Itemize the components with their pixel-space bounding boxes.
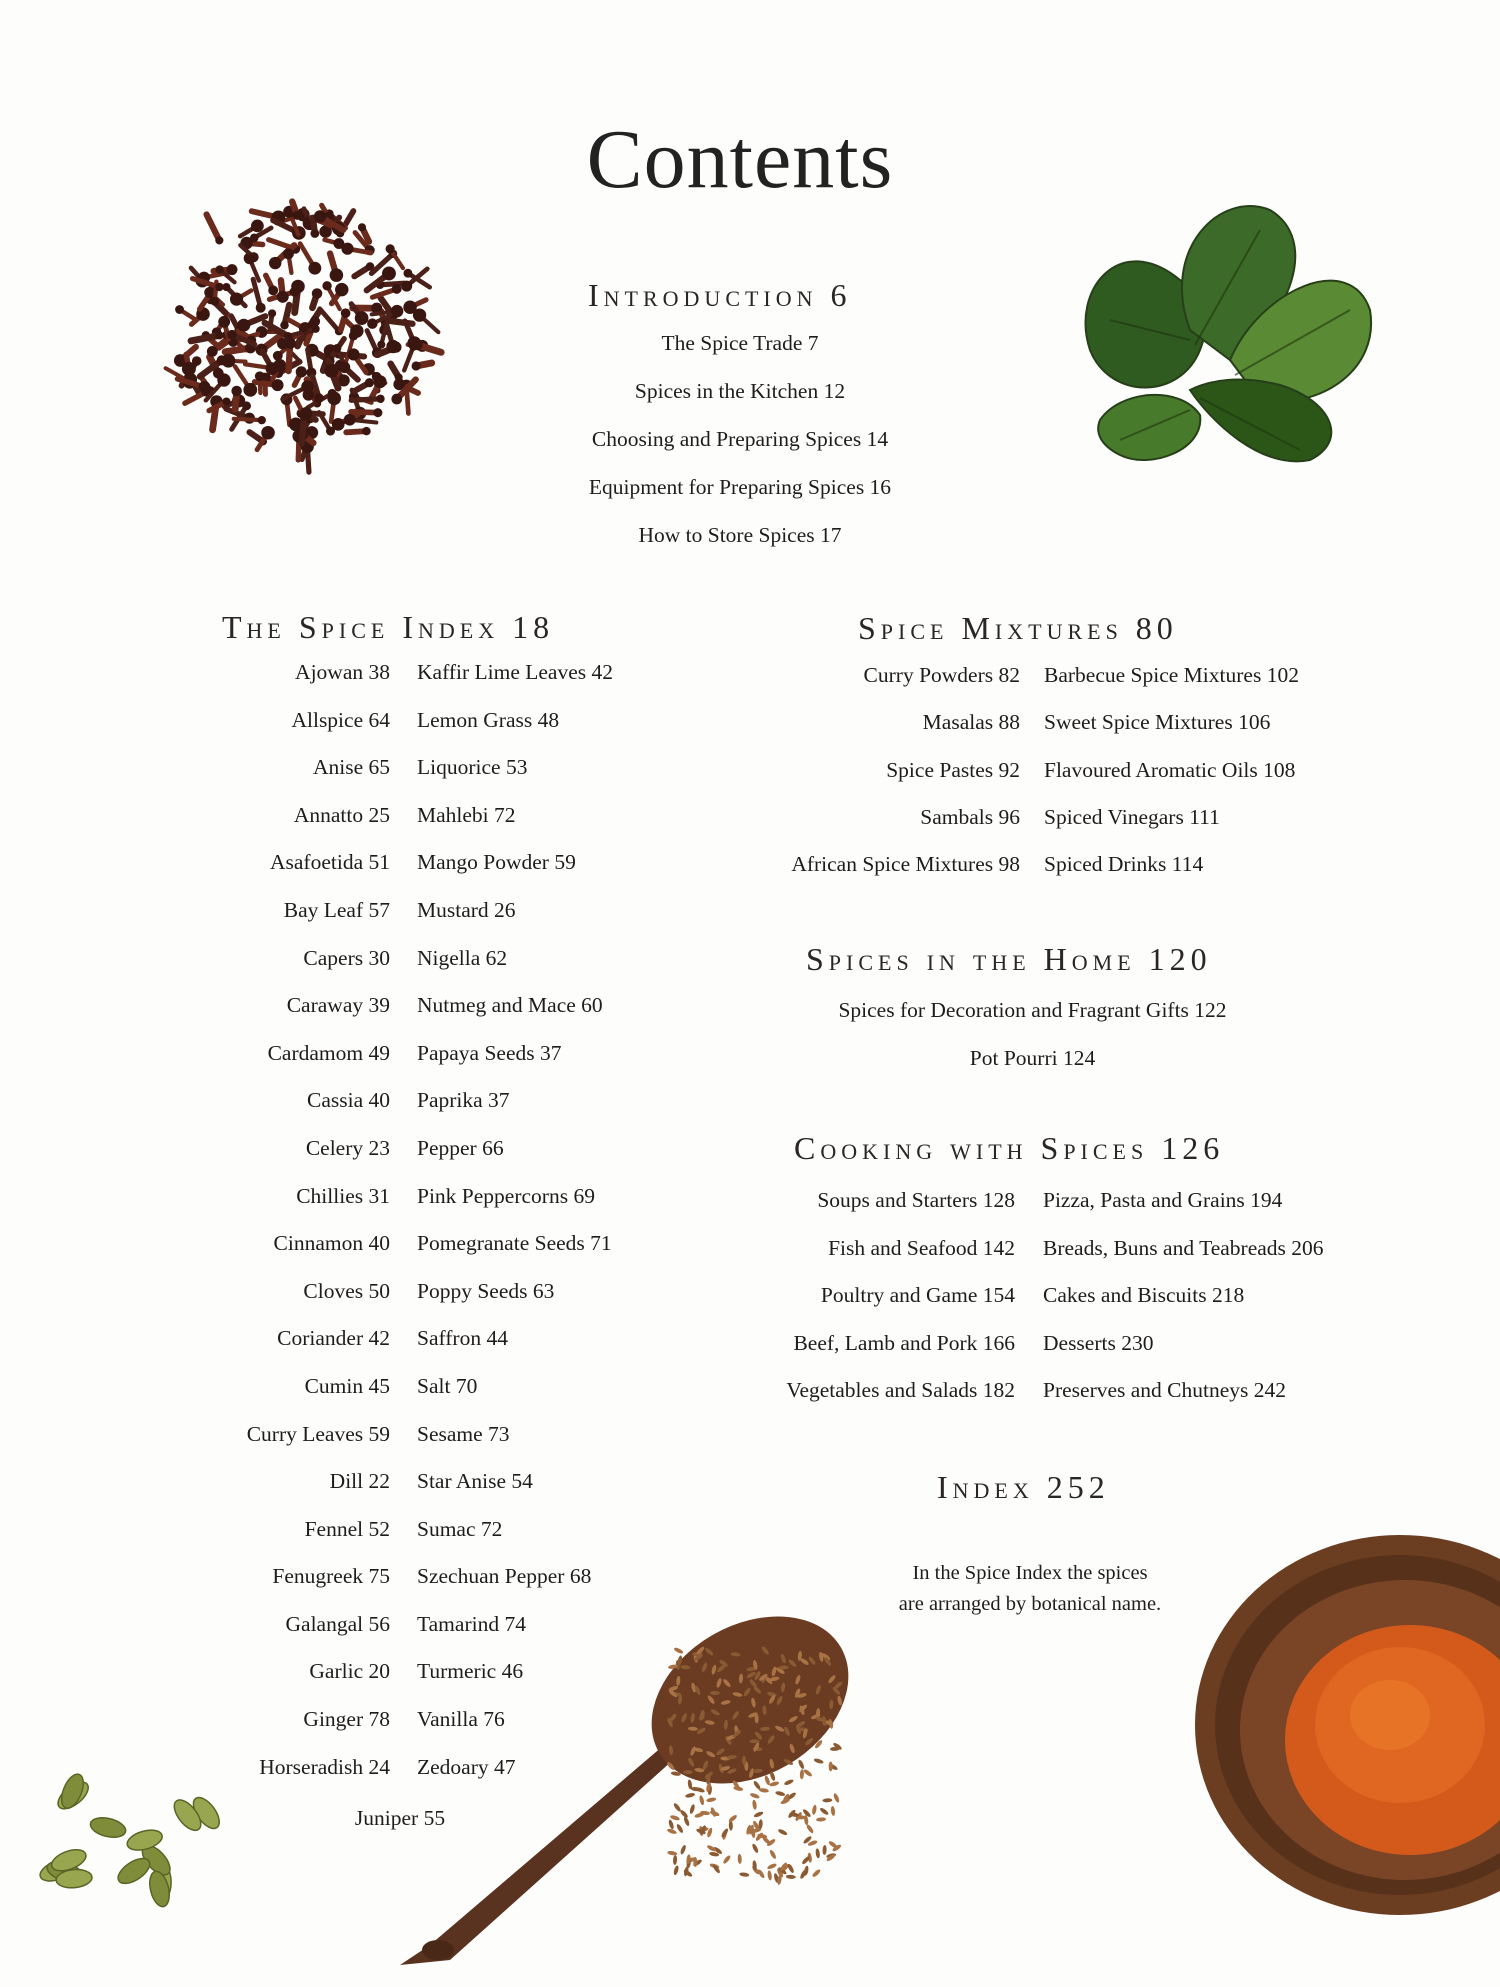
list-item: Poultry and Game 154 [820, 1283, 1015, 1307]
list-item: Spices in the Kitchen 12 [634, 379, 846, 403]
note-line: In the Spice Index the spices [912, 1562, 1148, 1584]
spice-index-last-item: Juniper 55 [354, 1806, 446, 1830]
list-item: The Spice Trade 7 [661, 331, 819, 355]
list-item: Szechuan Pepper 68 [417, 1564, 592, 1589]
list-item: Curry Powders 82 [863, 663, 1020, 687]
introduction-list [480, 326, 1000, 566]
index-heading: Index 252 [937, 1469, 1110, 1505]
list-item: Pizza, Pasta and Grains 194 [1043, 1188, 1283, 1212]
spice-mixtures-left-column [700, 655, 1020, 891]
list-item: Annatto 25 [293, 802, 390, 827]
spice-index-heading: The Spice Index 18 [222, 609, 555, 645]
kaffir-lime-leaves-illustration [1030, 170, 1390, 500]
spice-mixtures-heading: Spice Mixtures 80 [858, 610, 1178, 646]
list-item: Pomegranate Seeds 71 [417, 1231, 612, 1256]
list-item: Cakes and Biscuits 218 [1043, 1283, 1245, 1307]
list-item: Spice Pastes 92 [886, 757, 1020, 782]
list-item: Anise 65 [312, 755, 390, 780]
list-item: Liquorice 53 [417, 755, 528, 780]
list-item: Paprika 37 [417, 1088, 510, 1113]
list-item: Spices for Decoration and Fragrant Gifts 122 [838, 998, 1227, 1022]
list-item: Celery 23 [305, 1135, 390, 1160]
list-item: Zedoary 47 [417, 1754, 516, 1779]
list-item: Cardamom 49 [267, 1040, 390, 1065]
list-item: Galangal 56 [285, 1611, 390, 1636]
list-item: Beef, Lamb and Pork 166 [793, 1330, 1015, 1355]
list-item: Sambals 96 [920, 804, 1020, 829]
list-item: Vegetables and Salads 182 [786, 1378, 1015, 1402]
list-item: Vanilla 76 [417, 1707, 505, 1732]
list-item: Preserves and Chutneys 242 [1043, 1378, 1287, 1402]
list-item: Pink Peppercorns 69 [417, 1183, 595, 1208]
list-item: Capers 30 [303, 945, 390, 970]
list-item: Lemon Grass 48 [417, 707, 560, 732]
list-item: Choosing and Preparing Spices 14 [591, 427, 889, 451]
list-item: How to Store Spices 17 [638, 523, 842, 547]
list-item: Spiced Drinks 114 [1044, 852, 1204, 877]
cooking-right-column [1043, 1180, 1443, 1418]
list-item: Pot Pourri 124 [969, 1045, 1096, 1070]
list-item: Breads, Buns and Teabreads 206 [1043, 1235, 1324, 1260]
list-item: Pepper 66 [417, 1135, 504, 1160]
list-item: Garlic 20 [309, 1659, 390, 1684]
list-item: Curry Leaves 59 [246, 1421, 390, 1446]
cooking-heading: Cooking with Spices 126 [794, 1130, 1225, 1166]
list-item: Coriander 42 [277, 1326, 390, 1351]
list-item: Soups and Starters 128 [817, 1188, 1015, 1212]
list-item: Tamarind 74 [417, 1611, 526, 1636]
spices-home-list [720, 990, 1345, 1085]
list-item: Equipment for Preparing Spices 16 [588, 475, 892, 499]
list-item: Bay Leaf 57 [283, 897, 390, 922]
introduction-heading: Introduction 6 [588, 277, 852, 313]
list-item: Mango Powder 59 [417, 850, 576, 875]
cloves-illustration [160, 180, 450, 480]
list-item: Nutmeg and Mace 60 [417, 993, 603, 1018]
spices-home-heading: Spices in the Home 120 [806, 941, 1212, 977]
list-item: Papaya Seeds 37 [417, 1040, 562, 1065]
list-item: Sweet Spice Mixtures 106 [1044, 710, 1271, 735]
spice-index-left-column [180, 652, 390, 1794]
list-item: Ajowan 38 [295, 660, 390, 684]
list-item: Chillies 31 [296, 1183, 390, 1208]
list-item: Saffron 44 [417, 1326, 508, 1351]
list-item: Cloves 50 [303, 1278, 390, 1303]
list-item: Sumac 72 [417, 1516, 503, 1541]
list-item: Sesame 73 [417, 1421, 510, 1446]
list-item: Mahlebi 72 [417, 802, 516, 827]
list-item: Ginger 78 [303, 1707, 390, 1732]
list-item: African Spice Mixtures 98 [791, 852, 1020, 877]
list-item: Cumin 45 [304, 1373, 390, 1398]
list-item: Caraway 39 [286, 993, 390, 1018]
list-item: Fish and Seafood 142 [828, 1235, 1015, 1260]
list-item: Horseradish 24 [259, 1754, 390, 1779]
note-line: are arranged by botanical name. [898, 1593, 1162, 1615]
list-item: Fennel 52 [304, 1516, 390, 1541]
list-item: Poppy Seeds 63 [417, 1278, 555, 1303]
list-item: Desserts 230 [1043, 1330, 1154, 1355]
page-title: Contents [586, 113, 894, 206]
list-item: Salt 70 [417, 1373, 478, 1398]
list-item: Star Anise 54 [417, 1469, 533, 1494]
list-item: Asafoetida 51 [269, 850, 390, 875]
list-item: Barbecue Spice Mixtures 102 [1044, 663, 1299, 687]
list-item: Mustard 26 [417, 897, 516, 922]
list-item: Flavoured Aromatic Oils 108 [1044, 757, 1296, 782]
list-item: Kaffir Lime Leaves 42 [417, 660, 614, 684]
list-item: Allspice 64 [291, 707, 390, 732]
list-item: Masalas 88 [922, 710, 1020, 735]
spice-index-right-column [417, 652, 697, 1794]
list-item: Turmeric 46 [417, 1659, 524, 1684]
cooking-left-column [700, 1180, 1015, 1418]
list-item: Dill 22 [329, 1469, 390, 1494]
list-item: Spiced Vinegars 111 [1044, 804, 1220, 829]
index-note [820, 1558, 1240, 1620]
spice-mixtures-right-column [1044, 655, 1404, 891]
list-item: Fenugreek 75 [272, 1564, 390, 1589]
list-item: Cinnamon 40 [273, 1231, 390, 1256]
list-item: Cassia 40 [306, 1088, 390, 1113]
list-item: Nigella 62 [417, 945, 508, 970]
